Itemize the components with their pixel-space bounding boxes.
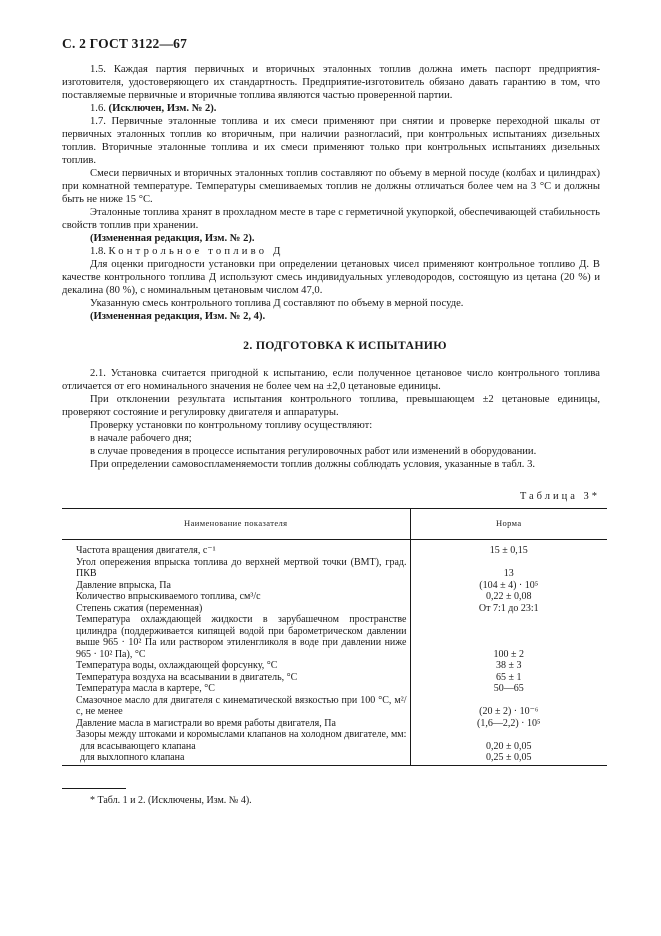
table-cell-norm: 38 ± 3 xyxy=(496,660,522,671)
amendment-note-1: (Измененная редакция, Изм. № 2). xyxy=(90,233,255,244)
table-cell-norm: (104 ± 4) · 10⁵ xyxy=(479,579,539,591)
table-cell-norm: 0,25 ± 0,05 xyxy=(410,752,607,765)
paragraph-deviation: При отклонении результата испытания контрольного топлива, превышающем ±2 цетановые единицы, проверяют состояние и регулировку двигателя и аппаратуры. xyxy=(62,394,600,418)
table-cell-parameter: Количество впрыскиваемого топлива, см³/с xyxy=(62,591,410,603)
paragraph-1-5: 1.5. Каждая партия первичных и вторичных эталонных топлив должна иметь паспорт предприятия-изготовителя, удостоверяющего их стандартность. Предприятие-изготовитель обязано давать гарантию в том, что поставляемые первичные и вторичные топлива являются частью проверенной партии. xyxy=(62,64,600,101)
table-cell-parameter: для выхлопного клапана xyxy=(62,752,410,765)
paragraph-check: Проверку установки по контрольному топливу осуществляют: xyxy=(90,420,373,431)
document-body xyxy=(62,63,600,471)
table-row xyxy=(62,718,607,730)
paragraph-1-6 xyxy=(62,102,600,115)
column-header-norm: Норма xyxy=(410,509,607,540)
table-header-row xyxy=(62,509,607,540)
table-row xyxy=(62,660,607,672)
table-row xyxy=(62,540,607,557)
table-cell-parameter: Температура охлаждающей жидкости в зарубашечном пространстве цилиндра (поддерживается кипящей водой при барометрическом давлении выше 965 · 10² Па или раствором этиленгликоля в воде при давлении ниже 965 · 10² Па), °С xyxy=(62,614,410,660)
list-item-start-of-day: в начале рабочего дня; xyxy=(90,433,192,444)
paragraph-1-8-number: 1.8. xyxy=(90,246,106,257)
paragraph-1-8-title: Контрольное топливо Д xyxy=(108,246,284,257)
table-cell-parameter: Давление впрыска, Па xyxy=(62,580,410,592)
paragraph-2-1: 2.1. Установка считается пригодной к испытанию, если полученное цетановое число контрольного топлива отличается от его номинального значения не более чем на ±2,0 цетановые единицы. xyxy=(62,368,600,392)
paragraph-1-6-text: (Исключен, Изм. № 2). xyxy=(108,103,217,114)
table-cell-norm xyxy=(410,729,607,741)
table-row xyxy=(62,741,607,753)
table-cell-norm: 100 ± 2 xyxy=(493,648,524,660)
table-cell-norm: 15 ± 0,15 xyxy=(489,545,528,556)
table-row xyxy=(62,695,607,718)
table-cell-parameter: Зазоры между штоками и коромыслами клапанов на холодном двигателе, мм: xyxy=(62,729,410,741)
conditions-table xyxy=(62,508,607,766)
table-row xyxy=(62,752,607,765)
table-cell-norm: 13 xyxy=(503,568,514,579)
paragraph-control-fuel-2: Указанную смесь контрольного топлива Д составляют по объему в мерной посуде. xyxy=(90,298,464,309)
footnote: * Табл. 1 и 2. (Исключены, Изм. № 4). xyxy=(90,795,252,806)
table-row xyxy=(62,557,607,580)
section-2-title: 2. ПОДГОТОВКА К ИСПЫТАНИЮ xyxy=(243,338,447,352)
table-cell-norm: От 7:1 до 23:1 xyxy=(478,602,539,614)
paragraph-control-fuel: Для оценки пригодности установки при определении цетановых чисел применяют контрольное топливо Д. В качестве контрольного топлива Д используют смесь индивидуальных углеводородов, состоящую из цетана (20 %) и декалина (80 %), с номинальным цетановым числом 47,0. xyxy=(62,259,600,296)
table-cell-parameter: Угол опережения впрыска топлива до верхней мертвой точки (ВМТ), град. ПКВ xyxy=(62,557,410,580)
table-row xyxy=(62,603,607,615)
table-row xyxy=(62,683,607,695)
table-cell-parameter: Давление масла в магистрали во время работы двигателя, Па xyxy=(62,718,410,730)
table-cell-parameter: Температура воды, охлаждающей форсунку, °С xyxy=(62,660,410,672)
table-cell-norm: (1,6—2,2) · 10⁵ xyxy=(477,717,541,729)
paragraph-conditions: При определении самовоспламеняемости топлив должны соблюдать условия, указанные в табл. 3. xyxy=(90,459,536,470)
table-caption: Таблица 3* xyxy=(519,491,600,502)
table-row xyxy=(62,580,607,592)
table-row xyxy=(62,672,607,684)
table-cell-parameter: Частота вращения двигателя, с⁻¹ xyxy=(62,540,410,557)
table-row xyxy=(62,614,607,660)
table-row xyxy=(62,591,607,603)
table-cell-parameter: Степень сжатия (переменная) xyxy=(62,603,410,615)
table-cell-parameter: Смазочное масло для двигателя с кинематической вязкостью при 100 °С, м²/с, не менее xyxy=(62,695,410,718)
page-header: С. 2 ГОСТ 3122—67 xyxy=(62,36,188,51)
paragraph-mixtures: Смеси первичных и вторичных эталонных топлив составляют по объему в мерной посуде (колбах и цилиндрах) при комнатной температуре. Температуры смешиваемых топлив не должны отличаться более чем на 3 °С и должны быть не ниже 15 °С. xyxy=(62,168,600,205)
table-cell-parameter: Температура воздуха на всасывании в двигатель, °С xyxy=(62,672,410,684)
paragraph-1-6-number: 1.6. xyxy=(90,103,106,114)
table-cell-norm: 0,22 ± 0,08 xyxy=(486,591,532,602)
footnote-rule xyxy=(62,788,126,789)
paragraph-1-7: 1.7. Первичные эталонные топлива и их смеси применяют при снятии и проверке переходной шкалы от первичных эталонных топлив ко вторичным, при наличии разногласий, при контрольных испытаниях дизельных топлив. Вторичные эталонные топлива и их смеси применяют только при контрольных испытаниях дизельных топлив. xyxy=(62,116,600,166)
table-cell-norm: 50—65 xyxy=(493,683,524,694)
table-cell-norm: 65 ± 1 xyxy=(496,671,522,683)
table-row xyxy=(62,729,607,741)
column-header-parameter: Наименование показателя xyxy=(62,509,410,540)
list-item-adjustments: в случае проведения в процессе испытания регулировочных работ или изменений в оборудовании. xyxy=(90,446,537,457)
amendment-note-2: (Измененная редакция, Изм. № 2, 4). xyxy=(90,311,266,322)
table-cell-norm: (20 ± 2) · 10⁻⁶ xyxy=(479,706,539,717)
table-cell-norm: 0,20 ± 0,05 xyxy=(486,740,532,752)
table-cell-parameter: Температура масла в картере, °С xyxy=(62,683,410,695)
paragraph-1-8-heading xyxy=(62,245,600,258)
table-cell-parameter: для всасывающего клапана xyxy=(62,741,410,753)
paragraph-storage: Эталонные топлива хранят в прохладном месте в таре с герметичной укупоркой, обеспечивающей стабильность свойств топлив при хранении. xyxy=(62,207,600,231)
